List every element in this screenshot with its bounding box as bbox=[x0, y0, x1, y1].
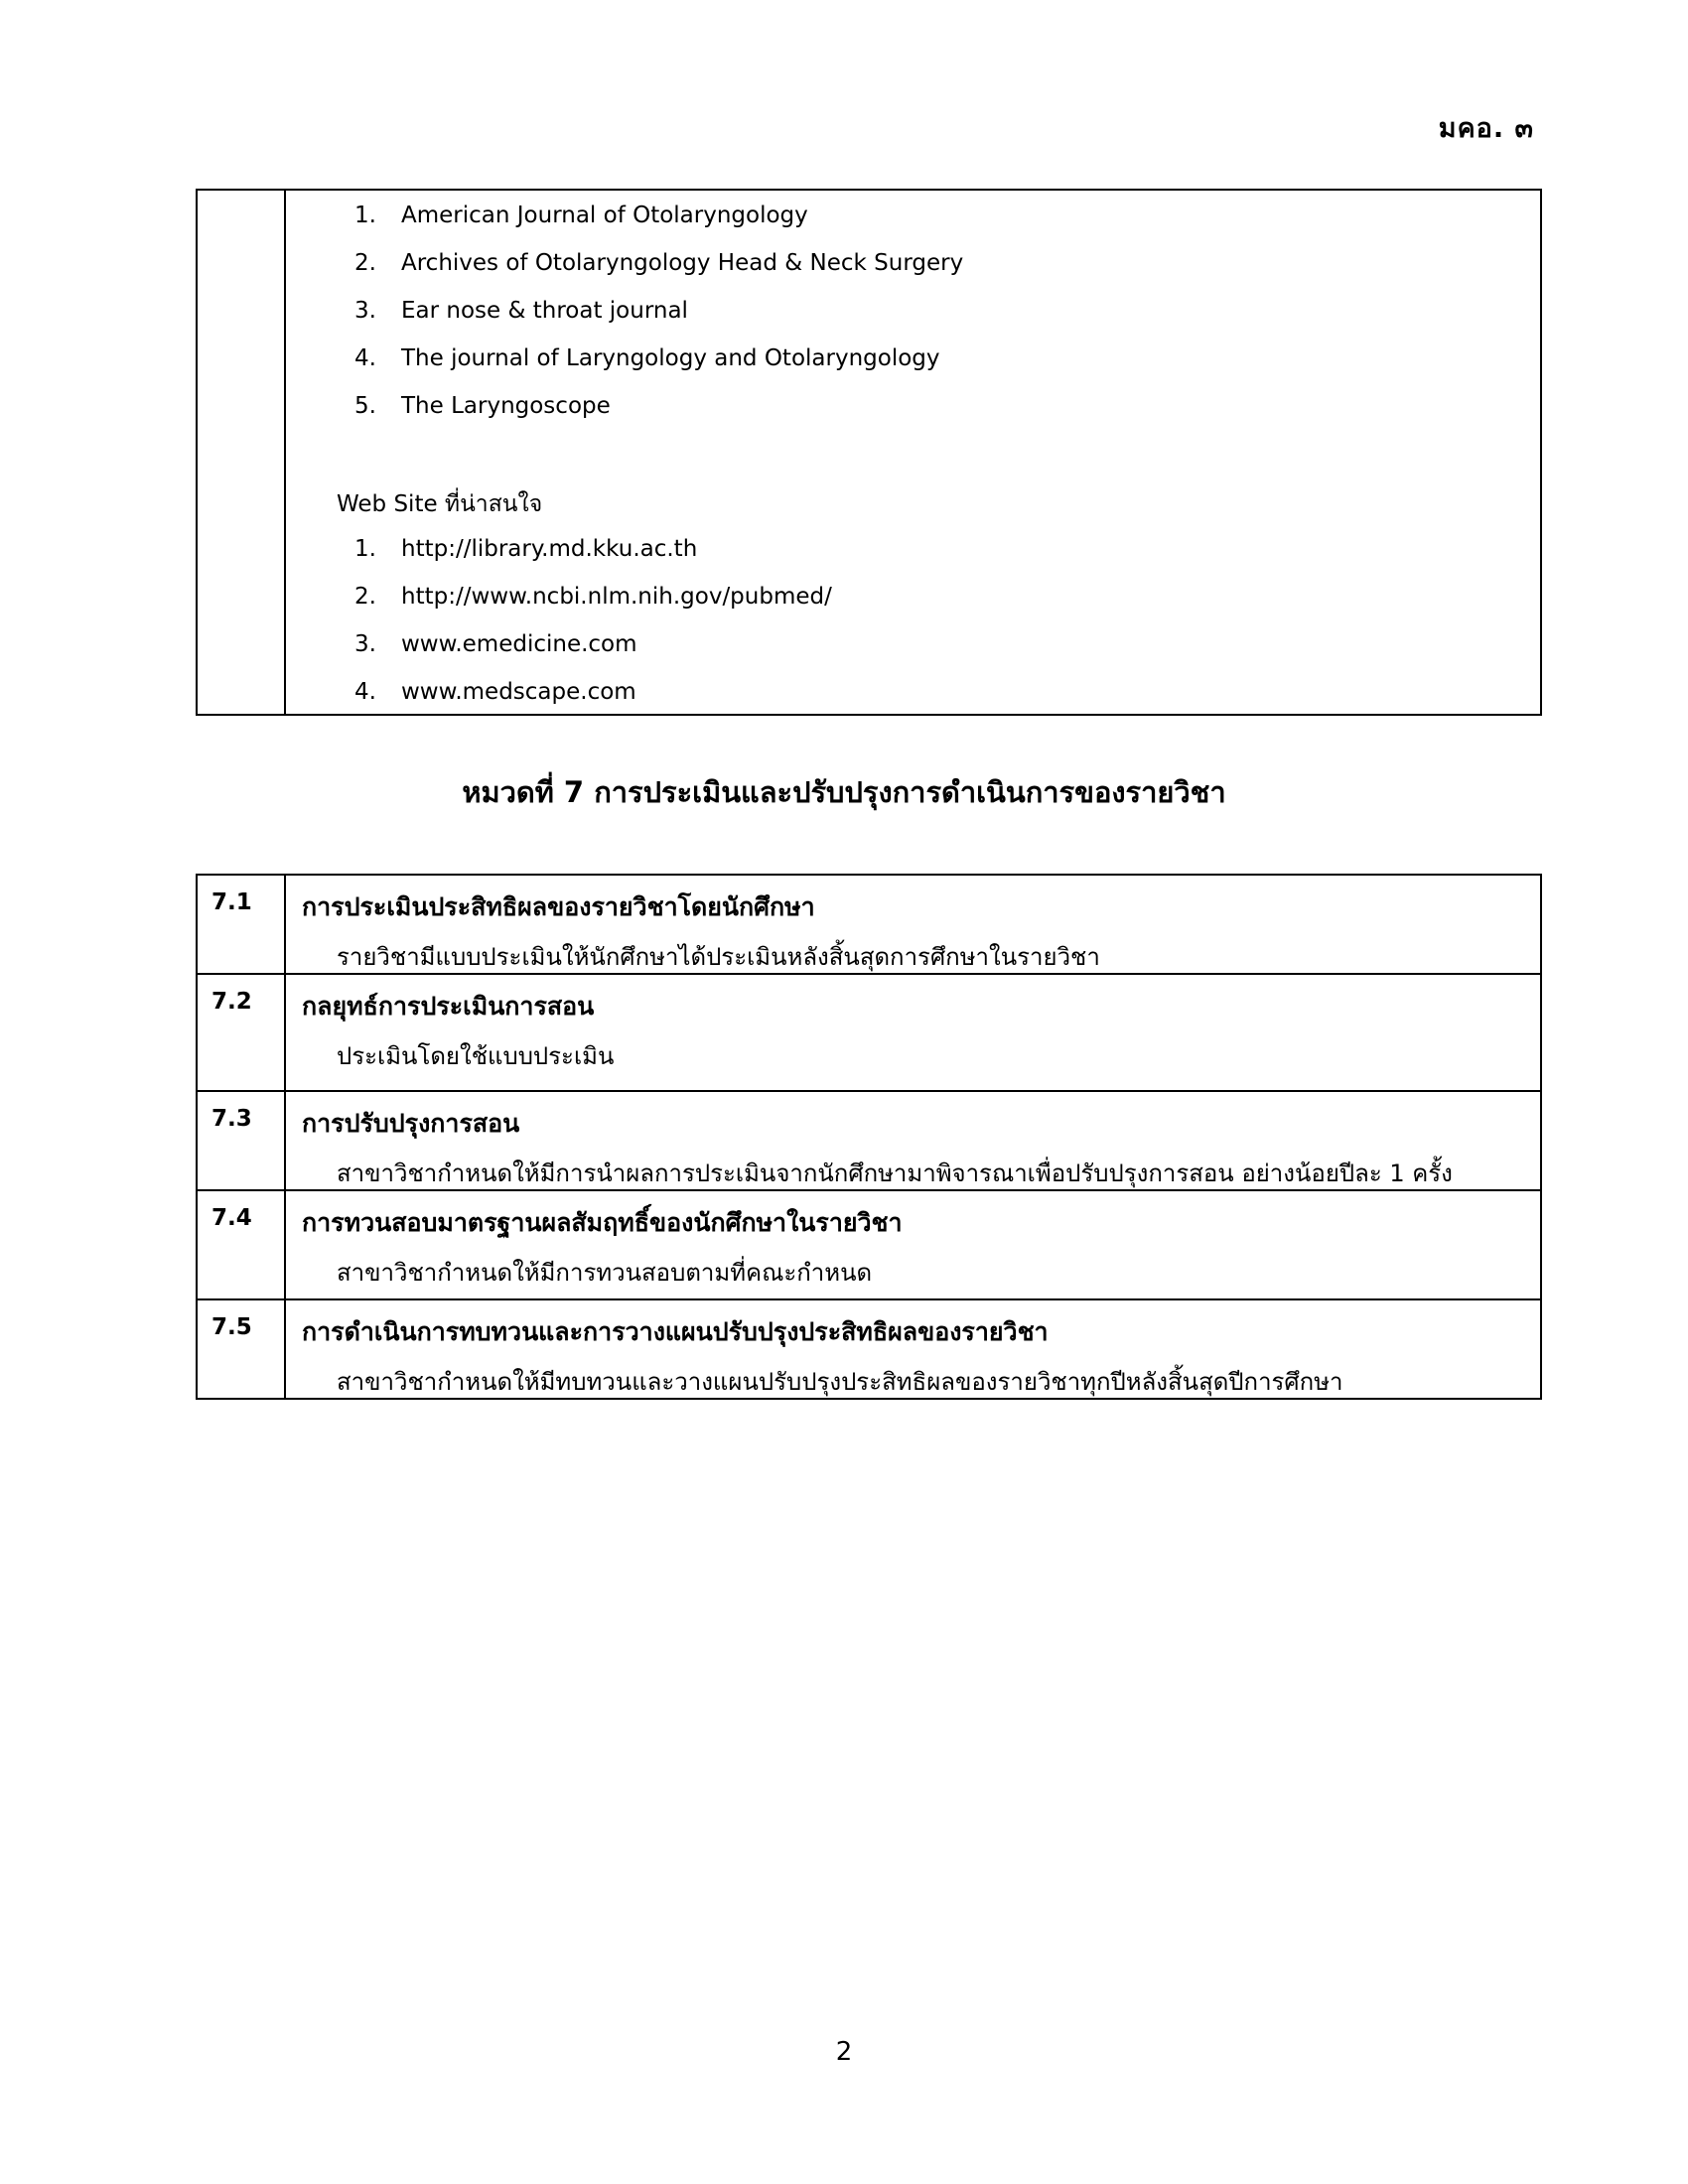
journal-number: 5. bbox=[354, 393, 376, 419]
journal-number: 4. bbox=[354, 345, 376, 371]
page-number: 2 bbox=[835, 2037, 853, 2067]
row-number: 7.2 bbox=[198, 975, 286, 1090]
website-url: www.emedicine.com bbox=[401, 631, 637, 657]
table-row bbox=[198, 1300, 1540, 1398]
journal-title: American Journal of Otolaryngology bbox=[401, 203, 808, 228]
row-number: 7.4 bbox=[198, 1191, 286, 1298]
journal-title: Archives of Otolaryngology Head & Neck Surgery bbox=[401, 250, 964, 276]
table-row bbox=[198, 975, 1540, 1092]
table-row bbox=[198, 1092, 1540, 1191]
evaluation-table bbox=[196, 874, 1542, 1400]
row-title: การปรับปรุงการสอน bbox=[302, 1109, 520, 1138]
website-number: 4. bbox=[354, 679, 376, 705]
row-body: สาขาวิชากำหนดให้มีการทวนสอบตามที่คณะกำหนด bbox=[337, 1259, 873, 1287]
website-number: 1. bbox=[354, 536, 376, 562]
journal-title: Ear nose & throat journal bbox=[401, 298, 688, 324]
row-title: กลยุทธ์การประเมินการสอน bbox=[302, 992, 595, 1021]
journal-number: 3. bbox=[354, 298, 376, 324]
row-title: การทวนสอบมาตรฐานผลสัมฤทธิ์ของนักศึกษาในรายวิชา bbox=[302, 1208, 903, 1237]
journal-number: 1. bbox=[354, 203, 376, 228]
row-body: สาขาวิชากำหนดให้มีการนำผลการประเมินจากนักศึกษามาพิจารณาเพื่อปรับปรุงการสอน อย่างน้อยปีละ 1 ครั้ง bbox=[337, 1160, 1453, 1187]
row-number: 7.5 bbox=[198, 1300, 286, 1398]
journal-title: The journal of Laryngology and Otolaryngology bbox=[401, 345, 940, 371]
row-title: การดำเนินการทบทวนและการวางแผนปรับปรุงประสิทธิผลของรายวิชา bbox=[302, 1317, 1049, 1346]
row-body: รายวิชามีแบบประเมินให้นักศึกษาได้ประเมินหลังสิ้นสุดการศึกษาในรายวิชา bbox=[337, 943, 1100, 971]
table-row bbox=[198, 876, 1540, 975]
row-number: 7.3 bbox=[198, 1092, 286, 1189]
document-code: มคอ. ๓ bbox=[1438, 113, 1534, 144]
website-number: 2. bbox=[354, 584, 376, 610]
website-number: 3. bbox=[354, 631, 376, 657]
row-body: ประเมินโดยใช้แบบประเมิน bbox=[337, 1042, 615, 1070]
section-7-title: หมวดที่ 7 การประเมินและปรับปรุงการดำเนินการของรายวิชา bbox=[462, 775, 1226, 809]
website-url: http://library.md.kku.ac.th bbox=[401, 536, 698, 562]
table-row bbox=[198, 1191, 1540, 1300]
references-number-column bbox=[198, 191, 286, 714]
website-url: www.medscape.com bbox=[401, 679, 636, 705]
journal-title: The Laryngoscope bbox=[401, 393, 611, 419]
row-title: การประเมินประสิทธิผลของรายวิชาโดยนักศึกษา bbox=[302, 892, 815, 921]
journal-number: 2. bbox=[354, 250, 376, 276]
row-body: สาขาวิชากำหนดให้มีทบทวนและวางแผนปรับปรุงประสิทธิผลของรายวิชาทุกปีหลังสิ้นสุดปีการศึกษา bbox=[337, 1368, 1343, 1396]
website-url: http://www.ncbi.nlm.nih.gov/pubmed/ bbox=[401, 584, 832, 610]
row-number: 7.1 bbox=[198, 876, 286, 973]
websites-heading: Web Site ที่น่าสนใจ bbox=[337, 491, 543, 517]
references-table bbox=[196, 189, 1542, 716]
